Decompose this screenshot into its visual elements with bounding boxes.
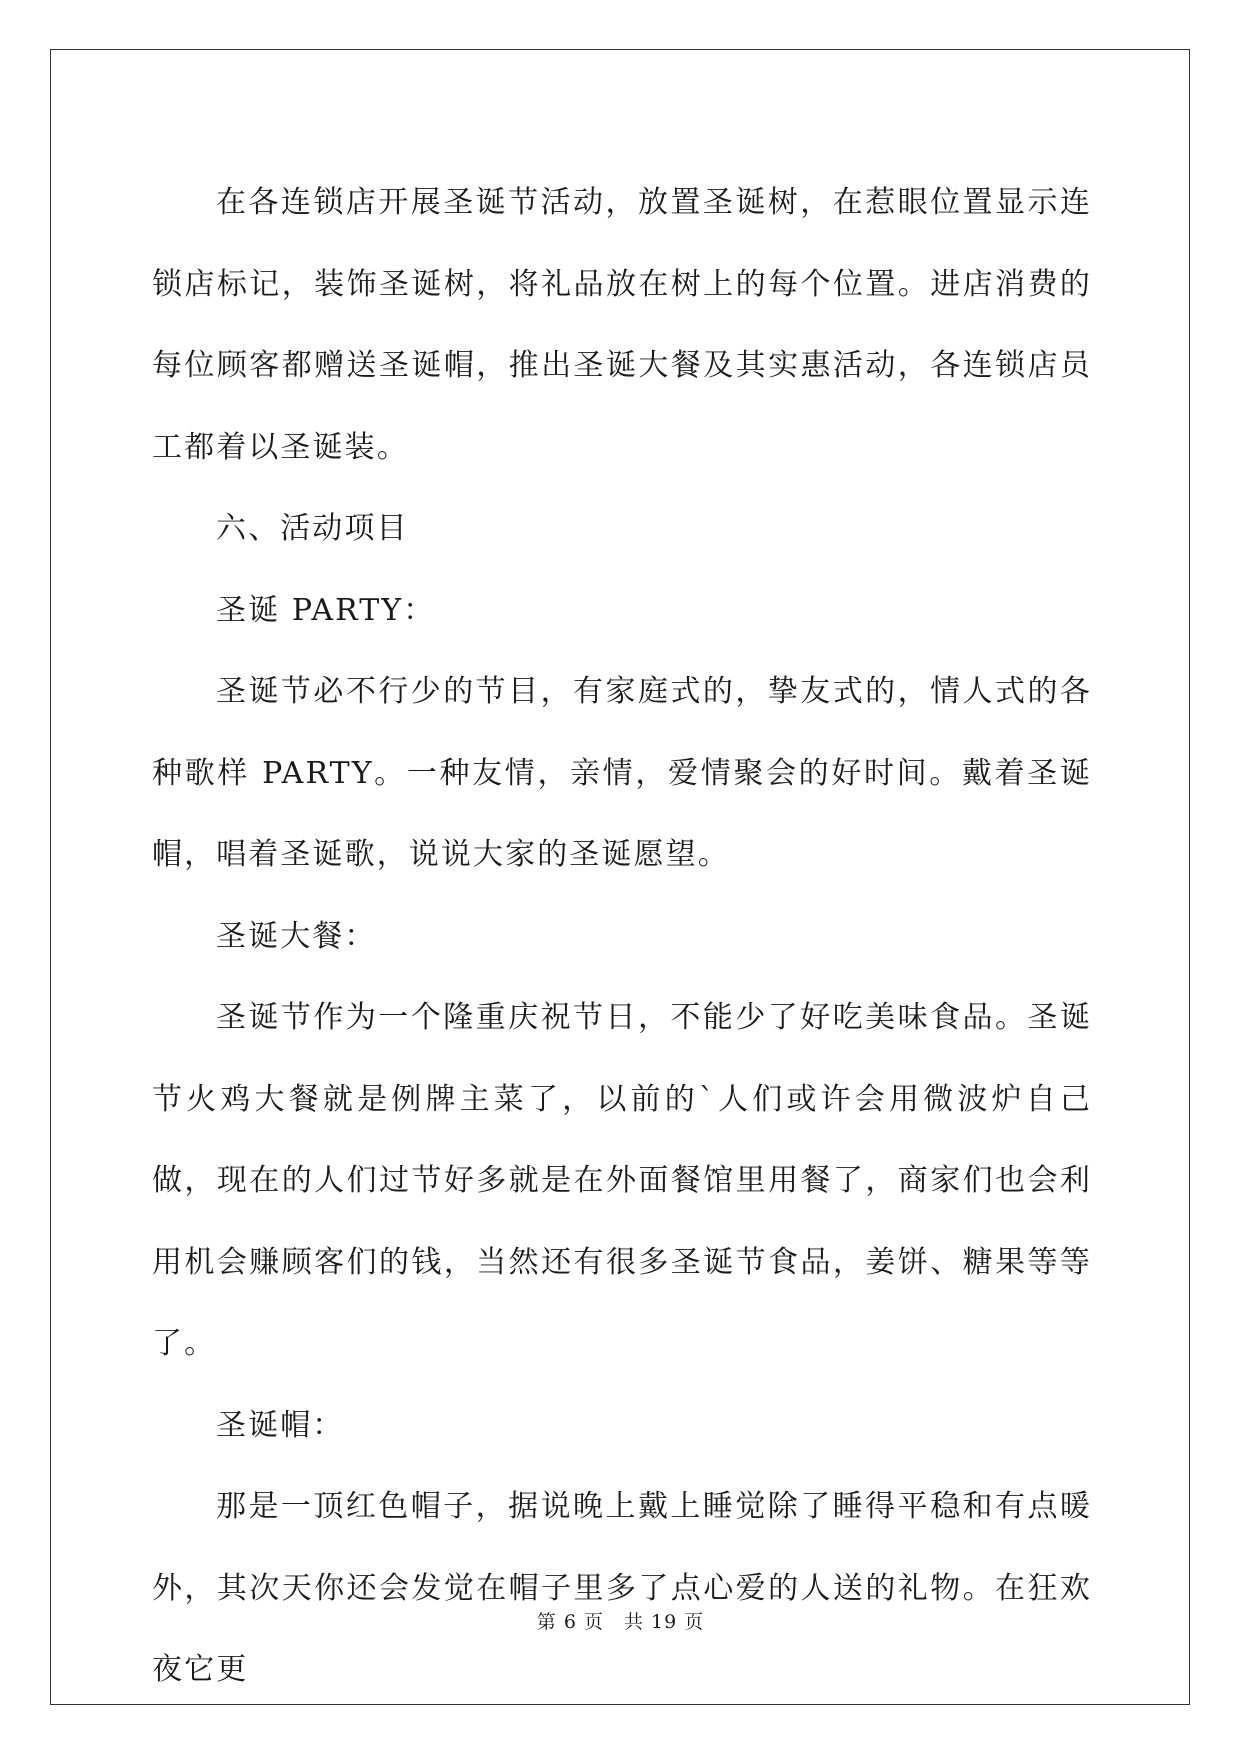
page-footer — [0, 1610, 1241, 1634]
subheading-christmas-party: 圣诞 PARTY： — [216, 592, 436, 628]
page-total: 共 19 页 — [623, 1611, 705, 1633]
paragraph-dinner-description: 圣诞节作为一个隆重庆祝节日，不能少了好吃美味食品。圣诞节火鸡大餐就是例牌主菜了，以前的`人们或许会用微波炉自己做，现在的人们过节好多就是在外面餐馆里用餐了，商家们也会利用机会赚顾客们的钱，当然还有很多圣诞节食品，姜饼、糖果等等了。 — [152, 1000, 1092, 1361]
subheading-christmas-dinner: 圣诞大餐： — [216, 918, 377, 954]
paragraph-party-description: 圣诞节必不行少的节目，有家庭式的，挚友式的，情人式的各种歌样 PARTY。一种友情，亲情，爱情聚会的好时间。戴着圣诞帽，唱着圣诞歌，说说大家的圣诞愿望。 — [152, 674, 1092, 872]
paragraph-hat-description: 那是一顶红色帽子，据说晚上戴上睡觉除了睡得平稳和有点暖外，其次天你还会发觉在帽子里多了点心爱的人送的礼物。在狂欢夜它更 — [152, 1489, 1092, 1687]
page-number: 第 6 页 — [536, 1611, 604, 1633]
subheading-christmas-hat: 圣诞帽： — [216, 1407, 345, 1443]
section-heading-activity-items: 六、活动项目 — [216, 511, 409, 546]
document-body — [152, 162, 1092, 1711]
paragraph-store-activities: 在各连锁店开展圣诞节活动，放置圣诞树，在惹眼位置显示连锁店标记，装饰圣诞树，将礼品放在树上的每个位置。进店消费的每位顾客都赠送圣诞帽，推出圣诞大餐及其实惠活动，各连锁店员工都着以圣诞装。 — [152, 185, 1092, 465]
